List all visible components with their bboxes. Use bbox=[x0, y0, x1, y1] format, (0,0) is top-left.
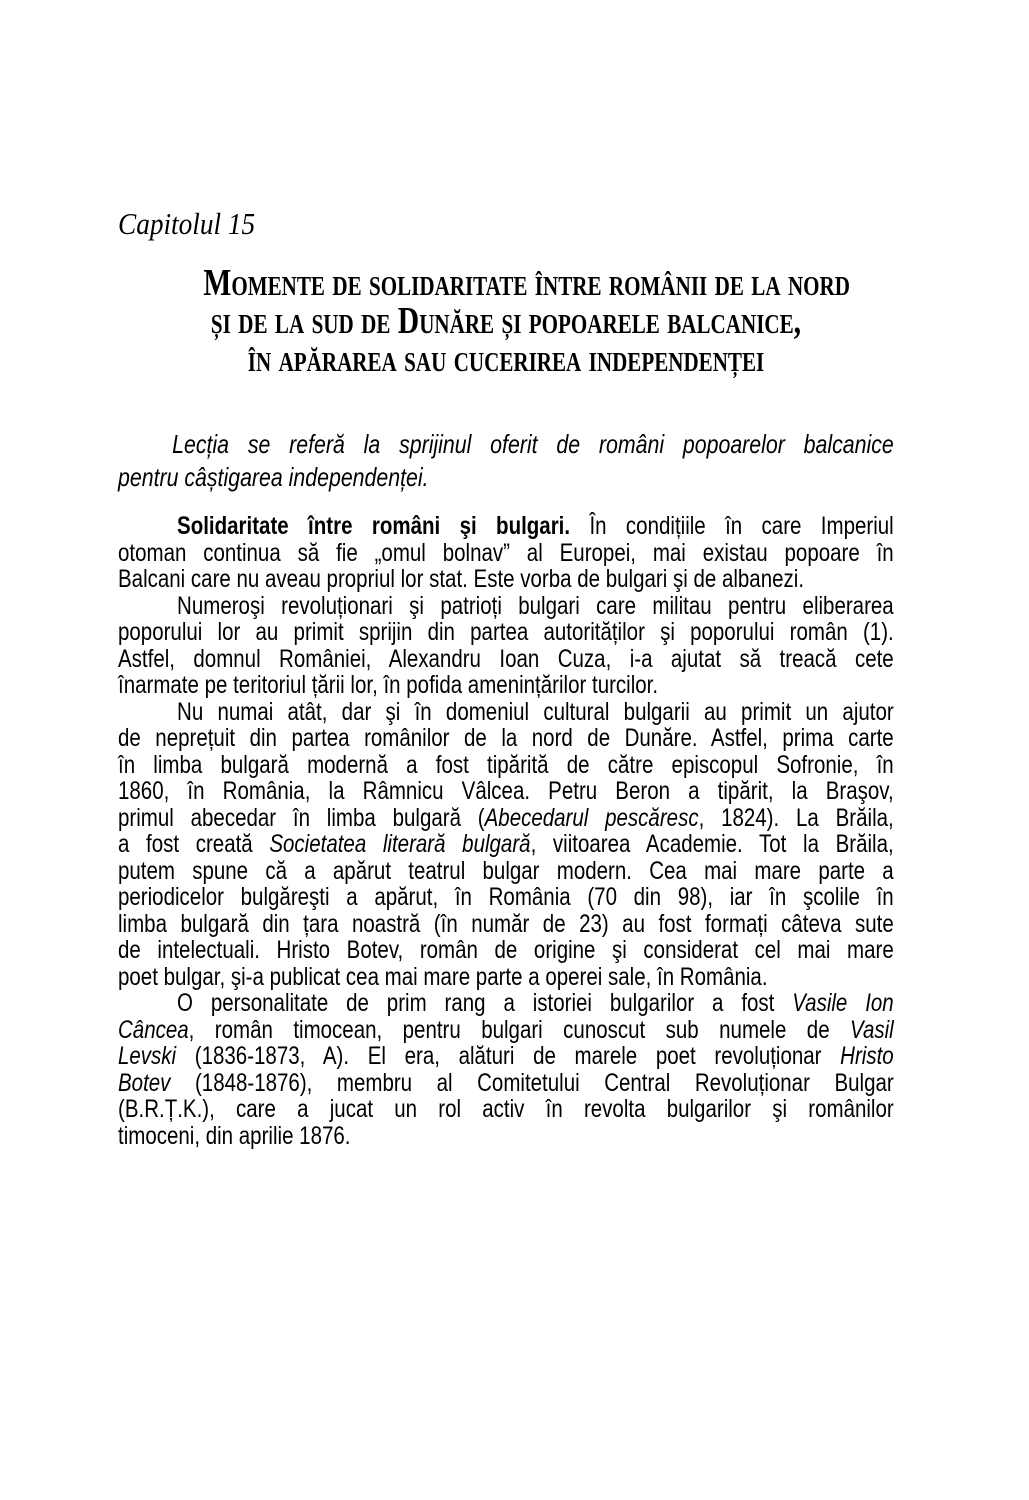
text-segment: , român timocean, pentru bulgari cunoscut sub numele de bbox=[188, 1015, 851, 1044]
text-segment: otoman continua să fie „omul bolnav” al Europei, mai existau popoare în bbox=[118, 538, 894, 567]
text-line bbox=[118, 884, 894, 911]
paragraph bbox=[118, 990, 894, 1149]
text-segment: Vasile Ion bbox=[792, 989, 894, 1017]
text-line bbox=[118, 646, 894, 673]
text-segment: de neprețuit din partea românilor de la nord de Dunăre. Astfel, prima carte bbox=[118, 724, 894, 752]
text-segment: Lecția se referă la sprijinul oferit de români popoarelor balcanice bbox=[172, 429, 894, 459]
text-segment: Societatea literară bulgară bbox=[269, 830, 531, 858]
text-segment: , viitoarea Academie. Tot la Brăila, bbox=[530, 830, 894, 858]
text-line bbox=[118, 428, 894, 461]
text-line bbox=[118, 831, 894, 858]
text-line bbox=[118, 1043, 894, 1070]
text-line bbox=[118, 1123, 894, 1150]
title-line: și de la sud de Dunăre și popoarele balcanice, bbox=[210, 300, 802, 342]
text-segment: Balcani care nu aveau propriul lor stat. Este vorba de bulgari şi de albanezi. bbox=[118, 565, 805, 593]
text-segment: primul abecedar în limba bulgară ( bbox=[118, 803, 485, 832]
text-segment: putem spune că a apărut teatrul bulgar modern. Cea mai mare parte a bbox=[118, 856, 894, 885]
text-segment: Câncea bbox=[118, 1015, 189, 1044]
text-line bbox=[118, 752, 894, 779]
paragraph bbox=[118, 593, 894, 699]
text-segment: poporului lor au primit sprijin din partea autorităților şi poporului român (1). bbox=[118, 618, 894, 646]
text-segment: poet bulgar, şi-a publicat cea mai mare parte a operei sale, în România. bbox=[118, 962, 768, 991]
text-line bbox=[118, 778, 894, 805]
text-segment: Levski bbox=[118, 1042, 177, 1070]
text-segment: Botev bbox=[118, 1068, 171, 1097]
text-segment: în limba bulgară modernă a fost tipărită de către episcopul Sofronie, în bbox=[118, 750, 894, 779]
text-line bbox=[118, 566, 894, 593]
text-line bbox=[118, 725, 894, 752]
text-segment: Vasil bbox=[850, 1015, 894, 1044]
text-line bbox=[118, 911, 894, 938]
text-segment: Hristo bbox=[840, 1042, 894, 1070]
text-line bbox=[118, 1096, 894, 1123]
text-segment: Astfel, domnul României, Alexandru Ioan Cuza, i-a ajutat să treacă cete bbox=[118, 644, 894, 673]
text-segment: de intelectuali. Hristo Botev, român de origine şi considerat cel mai mare bbox=[118, 936, 894, 964]
text-segment: (1848-1876), membru al Comitetului Central Revoluționar Bulgar bbox=[170, 1068, 894, 1097]
paragraph bbox=[118, 699, 894, 991]
text-segment: Numeroşi revoluționari şi patrioți bulgari care militau pentru eliberarea bbox=[177, 591, 894, 620]
text-line bbox=[118, 937, 894, 964]
text-segment: , 1824). La Brăila, bbox=[698, 803, 894, 832]
text-line bbox=[118, 672, 894, 699]
page-title bbox=[118, 264, 894, 378]
text-line bbox=[118, 1017, 894, 1044]
paragraph bbox=[118, 513, 894, 593]
text-segment: În condițiile în care Imperiul bbox=[570, 512, 894, 540]
text-segment: înarmate pe teritoriul țării lor, în pofida amenințărilor turcilor. bbox=[118, 671, 659, 699]
text-segment: O personalitate de prim rang a istoriei bulgarilor a fost bbox=[177, 989, 793, 1017]
text-line bbox=[118, 805, 894, 832]
text-line bbox=[118, 513, 894, 540]
text-line bbox=[118, 964, 894, 991]
text-segment: pentru câștigarea independenței. bbox=[118, 462, 429, 492]
text-segment: 1860, în România, la Râmnicu Vâlcea. Petru Beron a tipărit, la Braşov, bbox=[118, 777, 894, 805]
text-line bbox=[118, 593, 894, 620]
text-line bbox=[118, 619, 894, 646]
text-segment: a fost creată bbox=[118, 830, 270, 858]
title-line: în apărarea sau cucerirea independenței bbox=[247, 338, 765, 380]
text-line bbox=[118, 540, 894, 567]
text-segment: periodicelor bulgăreşti a apărut, în România (70 din 98), iar în şcolile în bbox=[118, 883, 894, 911]
text-line bbox=[118, 461, 894, 494]
text-segment: limba bulgară din țara noastră (în număr de 23) au fost formați câteva sute bbox=[118, 909, 894, 938]
title-line: Momente de solidaritate între românii de la nord bbox=[203, 262, 850, 304]
text-segment: Solidaritate între români şi bulgari. bbox=[177, 512, 571, 540]
text-segment: Abecedarul pescăresc bbox=[484, 803, 699, 832]
chapter-label: Capitolul 15 bbox=[118, 206, 256, 241]
text-segment: (B.R.Ț.K.), care a jucat un rol activ în revolta bulgarilor şi românilor bbox=[118, 1095, 894, 1123]
text-segment: Nu numai atât, dar şi în domeniul cultural bulgarii au primit un ajutor bbox=[177, 697, 894, 726]
text-segment: timoceni, din aprilie 1876. bbox=[118, 1121, 351, 1150]
lead-paragraph bbox=[118, 428, 894, 494]
text-line bbox=[118, 858, 894, 885]
text-segment: (1836-1873, A). El era, alături de marele poet revoluționar bbox=[176, 1042, 841, 1070]
text-line bbox=[118, 990, 894, 1017]
text-line bbox=[118, 699, 894, 726]
body-text bbox=[118, 513, 894, 1149]
text-line bbox=[118, 1070, 894, 1097]
